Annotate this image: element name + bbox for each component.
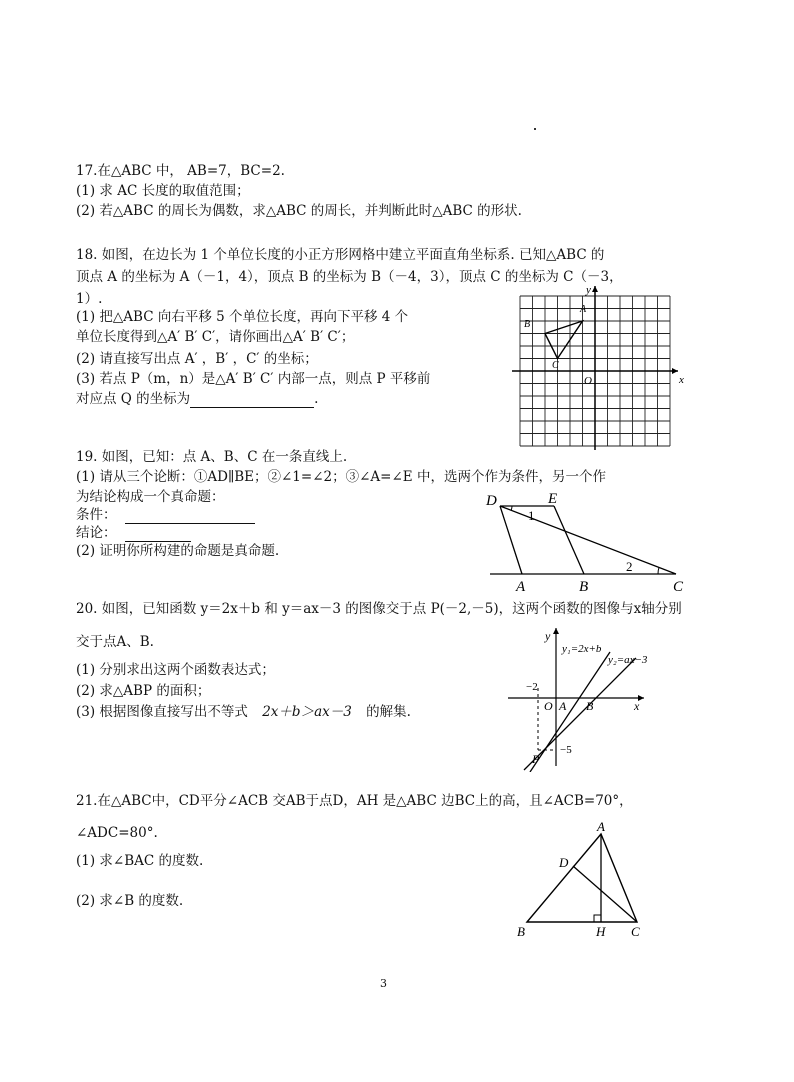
q20-label-p: P [532, 752, 540, 766]
q20-label-y2: y₂=ax−3 [608, 654, 648, 666]
q20-line-y2 [524, 658, 636, 770]
q18-label-c: C [552, 360, 559, 371]
q19-line2: (1) 请从三个论断：①AD∥BE；②∠1=∠2；③∠A=∠E 中，选两个作为条件，另一个作 [76, 469, 606, 485]
q21-triangle-abc [527, 834, 637, 922]
q19-condition-label: 条件： [76, 507, 117, 523]
q20-label-a: A [559, 699, 567, 713]
q18-label-o: O [584, 375, 592, 387]
q20-label-y1: y₁=2x+b [562, 643, 602, 655]
q19-line4: (2) 证明你所构建的命题是真命题. [76, 543, 280, 559]
q18-label-b: B [524, 319, 531, 330]
q19-line1: 19. 如图，已知：点 A、B、C 在一条直线上. [76, 449, 348, 465]
q18-grid-figure [508, 282, 688, 452]
q20-inequality: 2x＋b＞ax－3 [262, 704, 352, 720]
q19-condition-row [76, 506, 255, 524]
q18-x-arrow [672, 368, 678, 374]
q18-line6: (2) 请直接写出点 A′ ，B′ ，C′ 的坐标； [76, 351, 318, 367]
q19-segment-dc [500, 506, 676, 574]
q21-label-a: A [597, 820, 605, 834]
q20-label-neg5: −5 [560, 744, 572, 756]
q18-line7: (3) 若点 P（m，n）是△A′ B′ C′ 内部一点，则点 P 平移前 [76, 371, 431, 387]
q20-label-b: B [586, 699, 594, 713]
q18-line5: 单位长度得到△A′ B′ C′，请你画出△A′ B′ C′； [76, 329, 355, 345]
q18-line1: 18. 如图，在边长为 1 个单位长度的小正方形网格中建立平面直角坐标系. 已知△ABC 的 [76, 247, 605, 263]
q20-y-arrow [553, 628, 559, 634]
q20-line2: 交于点A、B. [76, 634, 154, 650]
q21-figure [515, 820, 655, 944]
q20-line1: 20. 如图，已知函数 y＝2x＋b 和 y＝ax－3 的图像交于点 P(－2,－5)，这两个函数的图像与x轴分别 [76, 601, 682, 617]
scan-speck [534, 128, 536, 130]
q18-label-x: x [679, 374, 684, 386]
q18-line3: 1）. [76, 291, 103, 307]
q21-line4: (2) 求∠B 的度数. [76, 893, 184, 909]
q21-line1: 21.在△ABC中，CD平分∠ACB 交AB于点D，AH 是△ABC 边BC上的高，且∠ACB=70°， [76, 793, 633, 809]
q20-line4: (2) 求△ABP 的面积； [76, 683, 211, 699]
q19-conclusion-row [76, 524, 191, 542]
q17-line1: 17.在△ABC 中， AB=7，BC=2. [76, 163, 285, 179]
q21-label-c: C [631, 924, 640, 939]
q18-answer-blank[interactable] [190, 393, 314, 408]
q19-conclusion-blank[interactable] [125, 527, 191, 542]
q19-condition-blank[interactable] [125, 509, 255, 524]
q20-line5-prefix: (3) 根据图像直接写出不等式 [76, 704, 248, 720]
q19-label-c: C [673, 579, 684, 594]
q20-line5-suffix: 的解集. [366, 704, 411, 720]
q18-y-arrow [592, 286, 598, 292]
q20-figure [500, 622, 660, 772]
q18-line4: (1) 把△ABC 向右平移 5 个单位长度，再向下平移 4 个 [76, 309, 409, 325]
q21-segment-cd [573, 866, 637, 922]
q19-label-d: D [486, 493, 497, 509]
q19-figure [480, 490, 700, 594]
q19-angle2-arc [658, 568, 659, 575]
q18-label-a: A [580, 304, 587, 315]
q20-label-x: x [634, 699, 640, 713]
q19-segment-be [554, 506, 584, 574]
q19-label-b: B [579, 579, 589, 594]
q19-label-angle2: 2 [626, 559, 633, 574]
page-number: 3 [380, 977, 387, 990]
q21-label-h: H [596, 924, 606, 939]
q18-line8 [76, 390, 318, 408]
q19-label-angle1: 1 [528, 508, 535, 523]
q19-line3: 为结论构成一个真命题： [76, 489, 225, 505]
q18-triangle-abc [545, 321, 583, 359]
q21-label-b: B [517, 924, 525, 939]
q18-line2: 顶点 A 的坐标为 A（－1，4），顶点 B 的坐标为 B（－4，3），顶点 C 的坐标为 C（－3， [76, 269, 623, 285]
q18-label-y: y [586, 284, 591, 296]
q20-label-y: y [545, 629, 551, 643]
q21-right-angle-mark [594, 915, 601, 922]
q20-line3: (1) 分别求出这两个函数表达式； [76, 662, 275, 678]
q19-conclusion-label: 结论： [76, 525, 117, 541]
q19-label-e: E [548, 491, 558, 507]
q21-line2: ∠ADC=80°. [76, 825, 158, 841]
q20-label-o: O [544, 699, 553, 713]
q19-segment-ad [500, 506, 522, 574]
q21-line3: (1) 求∠BAC 的度数. [76, 853, 204, 869]
q17-line2: (1) 求 AC 长度的取值范围； [76, 183, 250, 199]
q18-line8-suffix: . [314, 391, 319, 407]
q21-label-d: D [559, 855, 569, 870]
q20-label-neg2: −2 [526, 681, 538, 693]
q20-line5 [76, 703, 411, 721]
q19-label-a: A [516, 579, 526, 594]
q17-line3: (2) 若△ABC 的周长为偶数，求△ABC 的周长，并判断此时△ABC 的形状. [76, 203, 522, 219]
q18-line8-prefix: 对应点 Q 的坐标为 [76, 391, 191, 407]
